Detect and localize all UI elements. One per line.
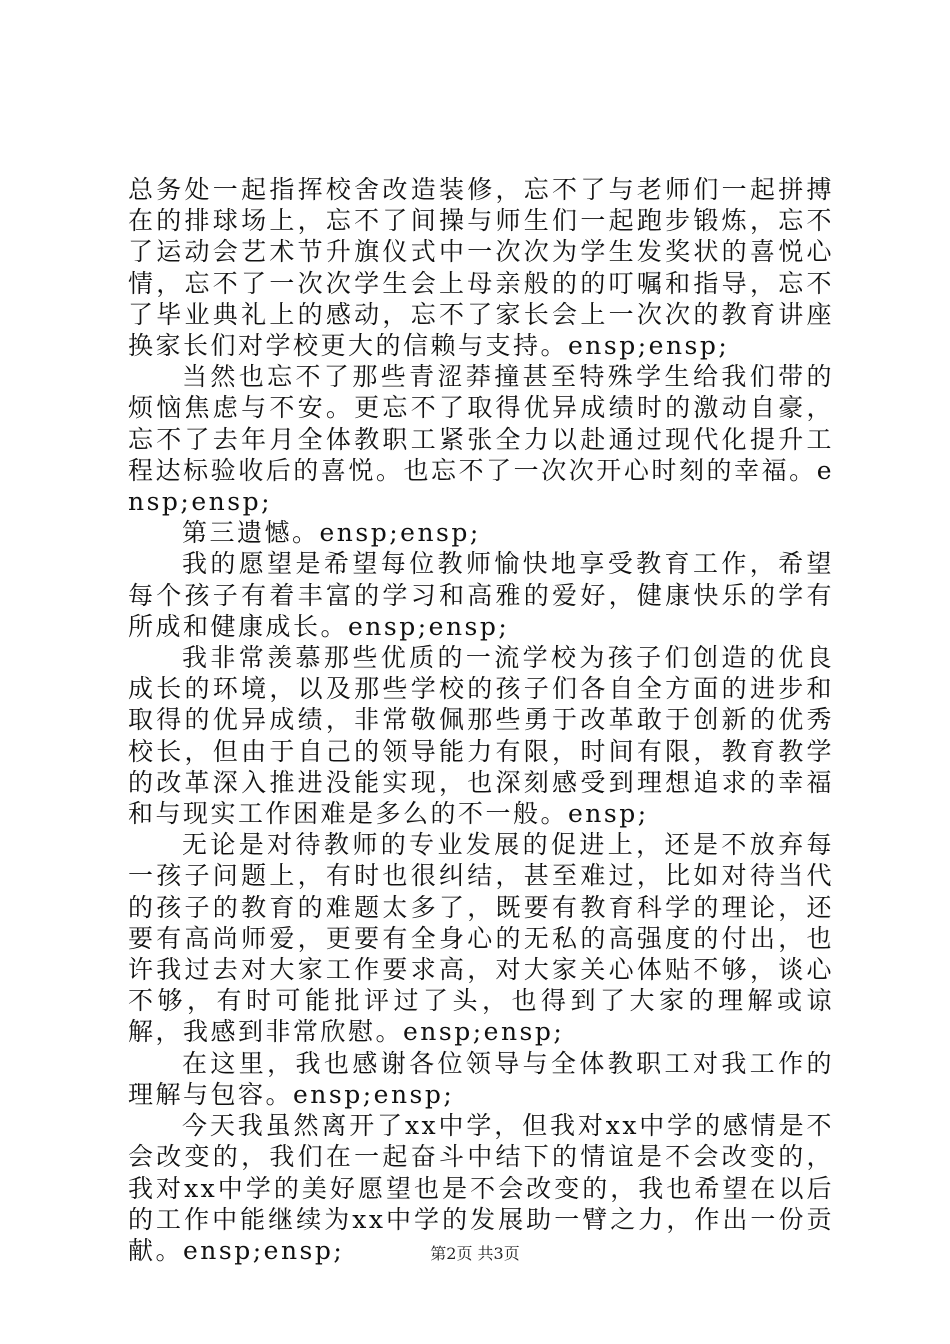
page-number-footer: 第2页 共3页: [430, 1244, 520, 1263]
paragraph: 在这里，我也感谢各位领导与全体教职工对我工作的理解与包容。ensp;ensp;: [128, 1048, 834, 1109]
section-heading: 第三遗憾。ensp;ensp;: [182, 518, 481, 548]
paragraph: 今天我虽然离开了xx中学，但我对xx中学的感情是不会改变的，我们在一起奋斗中结下的情谊是不会改变的，我对xx中学的美好愿望也是不会改变的，我也希望在以后的工作中能继续为xx中学的发展助一臂之力，作出一份贡献。ensp;ensp;: [128, 1111, 834, 1265]
paragraph: 我的愿望是希望每位教师愉快地享受教育工作，希望每个孩子有着丰富的学习和高雅的爱好，健康快乐的学有所成和健康成长。ensp;ensp;: [128, 549, 834, 641]
paragraph: 我非常羡慕那些优质的一流学校为孩子们创造的优良成长的环境，以及那些学校的孩子们各自全方面的进步和取得的优异成绩，非常敬佩那些勇于改革敢于创新的优秀校长，但由于自己的领导能力有限，时间有限，教育教学的改革深入推进没能实现，也深刻感受到理想追求的幸福和与现实工作困难是多么的不一般。ensp;: [128, 643, 834, 829]
paragraph-continuation: 总务处一起指挥校舍改造装修，忘不了与老师们一起拼搏在的排球场上，忘不了间操与师生们一起跑步锻炼，忘不了运动会艺术节升旗仪式中一次次为学生发奖状的喜悦心情，忘不了一次次学生会上母亲般的的叮嘱和指导，忘不了毕业典礼上的感动，忘不了家长会上一次次的教育讲座换家长们对学校更大的信赖与支持。ensp;ensp;: [128, 175, 834, 361]
document-body: [128, 174, 834, 1266]
paragraph: 无论是对待教师的专业发展的促进上，还是不放弃每一孩子问题上，有时也很纠结，甚至难过，比如对待当代的孩子的教育的难题太多了，既要有教育科学的理论，还要有高尚师爱，更要有全身心的无私的高强度的付出，也许我过去对大家工作要求高，对大家关心体贴不够，谈心不够，有时可能批评过了头，也得到了大家的理解或谅解，我感到非常欣慰。ensp;ensp;: [128, 830, 834, 1047]
paragraph: 当然也忘不了那些青涩莽撞甚至特殊学生给我们带的烦恼焦虑与不安。更忘不了取得优异成绩时的激动自豪，忘不了去年月全体教职工紧张全力以赴通过现代化提升工程达标验收后的喜悦。也忘不了一次次开心时刻的幸福。ensp;ensp;: [128, 362, 834, 517]
